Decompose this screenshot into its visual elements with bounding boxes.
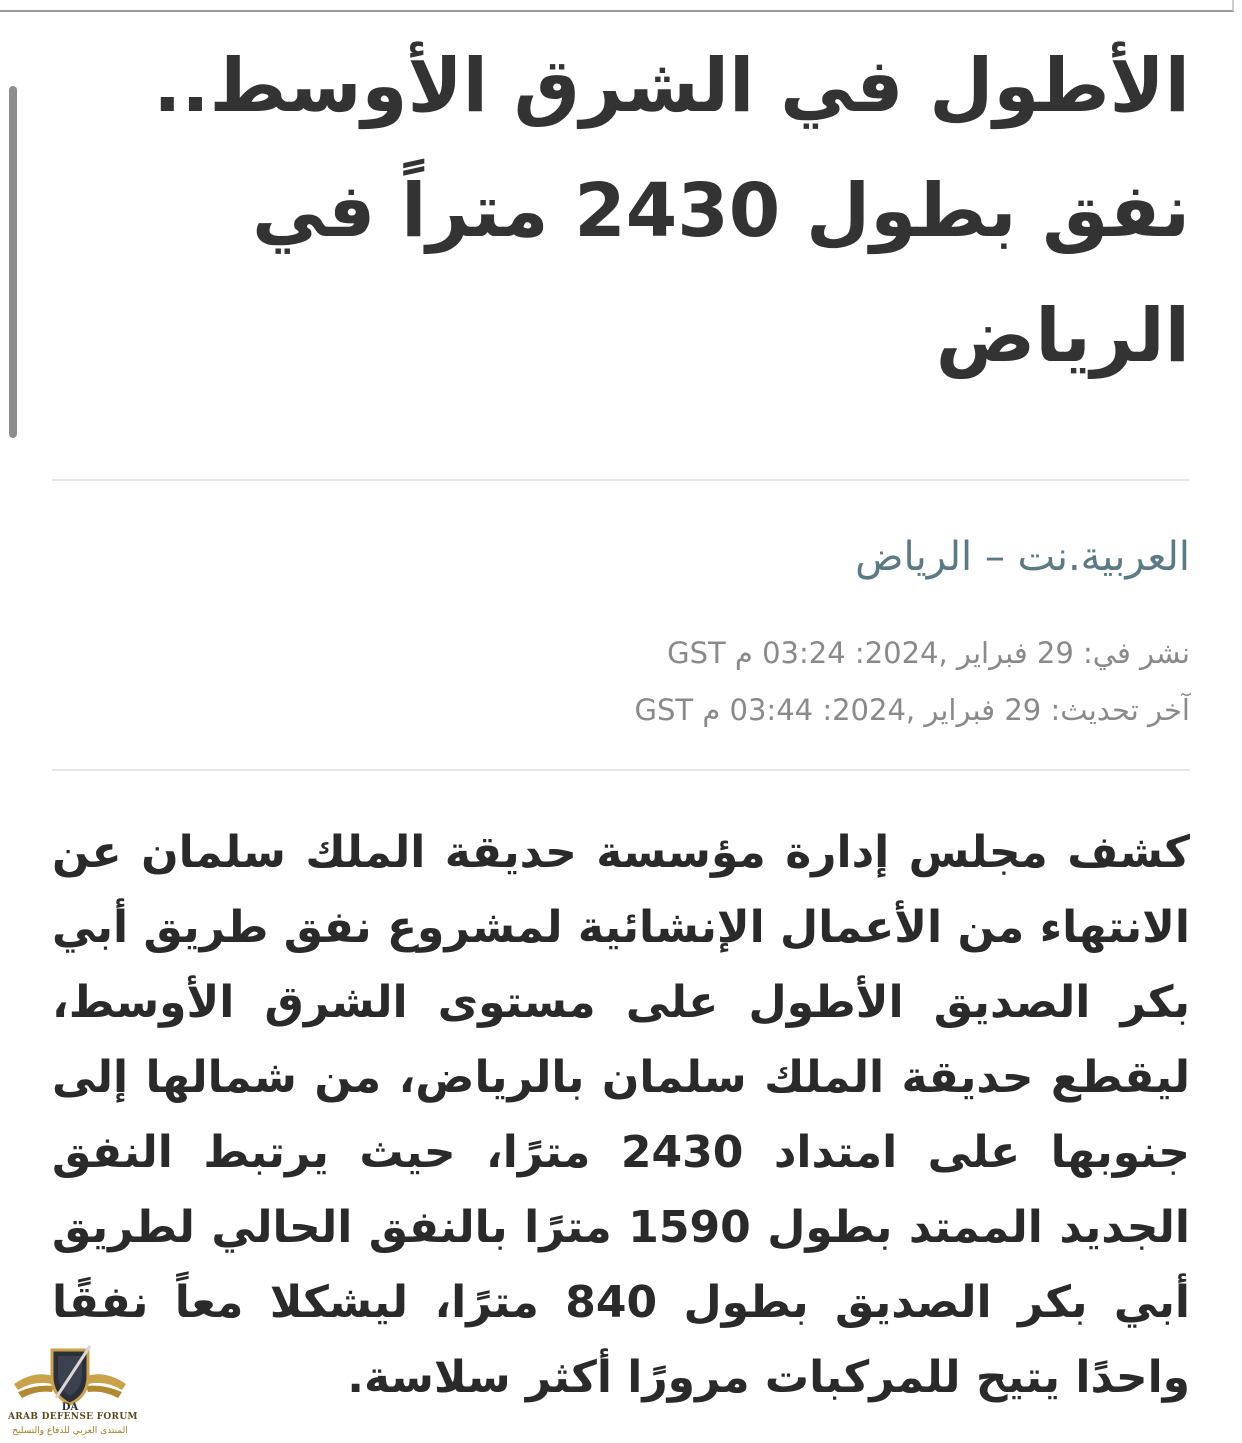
scrollbar-thumb[interactable] bbox=[9, 86, 17, 438]
forum-name-en: ARAB DEFENSE FORUM bbox=[8, 1412, 138, 1422]
article-source: العربية.نت – الرياض bbox=[855, 534, 1190, 580]
arab-defense-forum-logo bbox=[8, 1340, 138, 1440]
divider-bottom bbox=[52, 769, 1190, 771]
divider-top bbox=[52, 479, 1190, 481]
article-headline bbox=[52, 20, 1190, 399]
article bbox=[52, 20, 1190, 1443]
browser-top-edge bbox=[0, 0, 1234, 12]
svg-text:DA: DA bbox=[61, 1402, 79, 1412]
article-meta bbox=[52, 625, 1190, 739]
updated-date: آخر تحديث: 29 فبراير ,2024: 03:44 م GST bbox=[634, 693, 1190, 727]
article-body: كشف مجلس إدارة مؤسسة حديقة الملك سلمان عن الانتهاء من الأعمال الإنشائية لمشروع نفق طريق أبي بكر الصديق الأطول على مستوى الشرق الأوسط، ليقطع حديقة الملك سلمان بالرياض، من شمالها إلى جنوبها على امتداد 2430 مترًا، حيث يرتبط النفق الجديد الممتد بطول 1590 مترًا بالنفق الحالي لطريق أبي بكر الصديق بطول 840 مترًا، ليشكلا معاً نفقًا واحدًا يتيح للمركبات مرورًا أكثر سلاسة. bbox=[52, 827, 1191, 1403]
headline-line-1: الأطول في الشرق الأوسط.. bbox=[153, 43, 1190, 129]
headline-line-2: نفق بطول 2430 متراً في bbox=[252, 168, 1190, 254]
headline-line-3: الرياض bbox=[935, 293, 1190, 379]
forum-name-ar: المنتدى العربي للدفاع والتسليح bbox=[12, 1426, 128, 1436]
forum-emblem-icon bbox=[8, 1340, 132, 1412]
published-date: نشر في: 29 فبراير ,2024: 03:24 م GST bbox=[667, 636, 1190, 670]
